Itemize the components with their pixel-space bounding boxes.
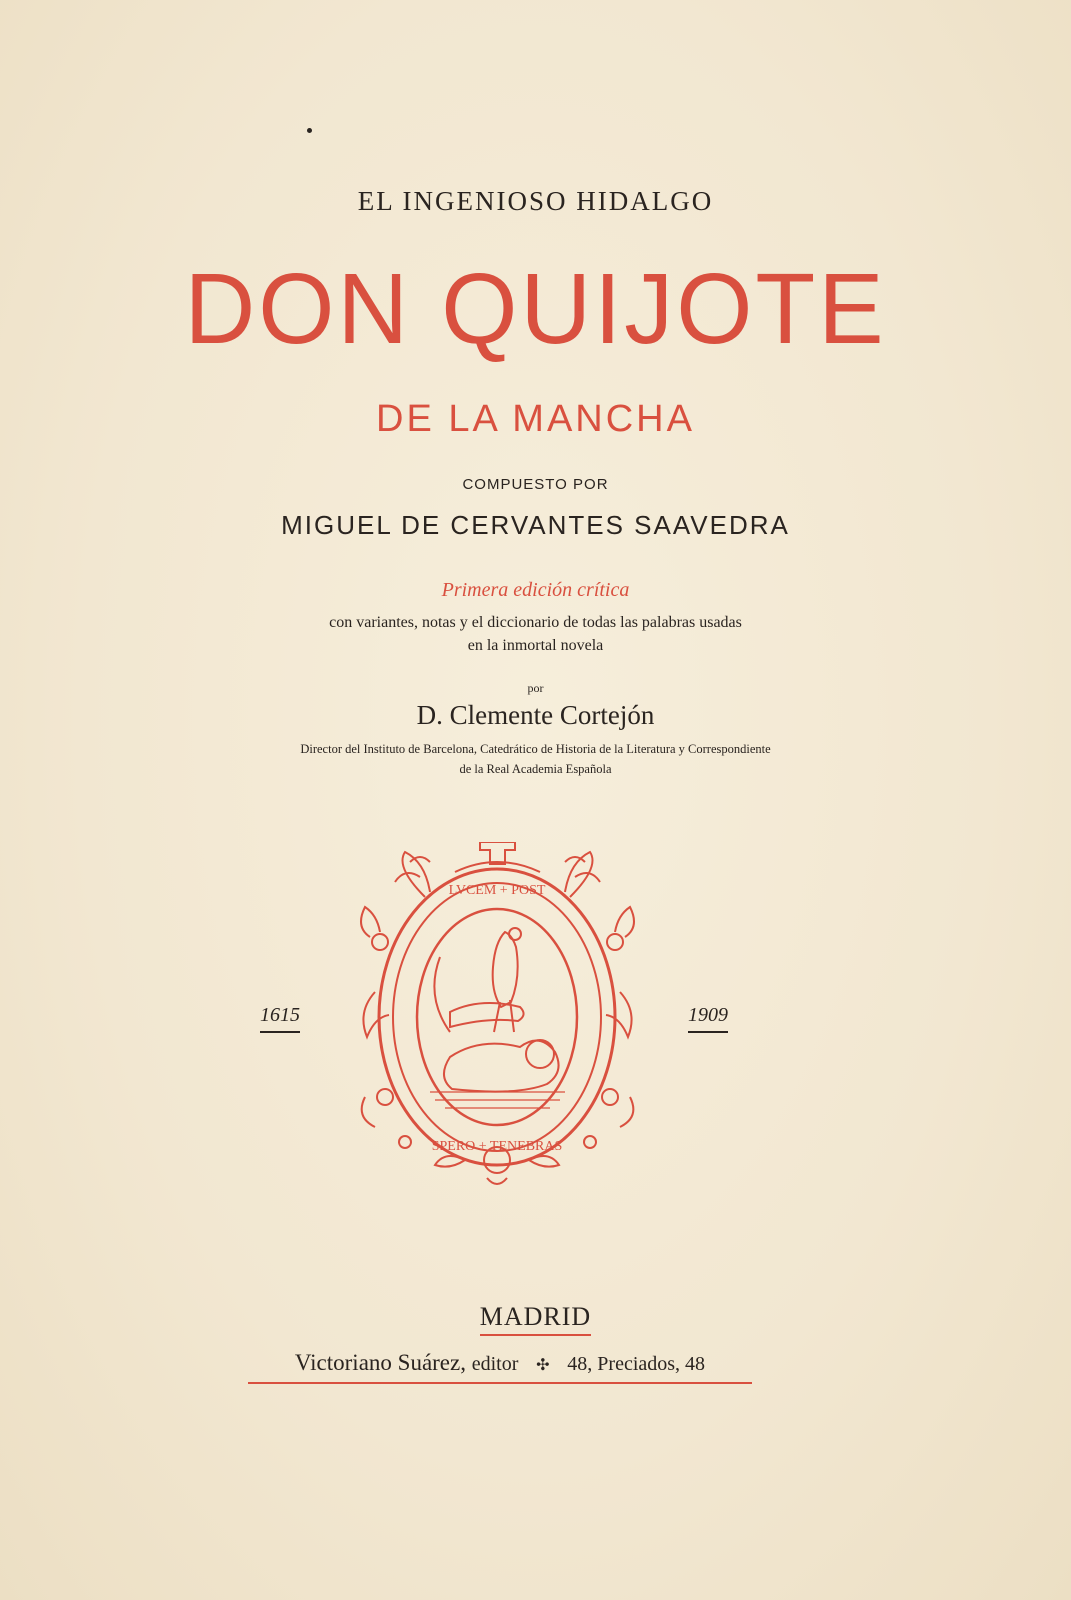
- publisher-address: 48, Preciados, 48: [567, 1353, 706, 1375]
- editor-role-2: de la Real Academia Española: [459, 762, 612, 776]
- editor-name: D. Clemente Cortejón: [416, 700, 655, 730]
- main-title: DON QUIJOTE: [184, 253, 887, 365]
- title-line-1: EL INGENIOSO HIDALGO: [357, 186, 714, 216]
- subtitle: DE LA MANCHA: [376, 398, 695, 440]
- edition-description-1: con variantes, notas y el diccionario de todas las palabras usadas: [329, 614, 742, 631]
- fleuron-icon: ✣: [536, 1357, 550, 1374]
- publisher-role: editor: [471, 1353, 519, 1375]
- editor-role-1: Director del Instituto de Barcelona, Catedrático de Historia de la Literatura y Correspondiente: [300, 742, 771, 756]
- city-block: [0, 1302, 1071, 1336]
- author-name: MIGUEL DE CERVANTES SAAVEDRA: [281, 510, 790, 540]
- by-label: por: [527, 681, 544, 695]
- ink-speck: [307, 128, 312, 133]
- edition-title: Primera edición crítica: [441, 579, 630, 601]
- emblem-motto-top: LVCEM + POST: [448, 883, 546, 898]
- publisher-line: [248, 1350, 752, 1384]
- year-left: 1615: [260, 1004, 300, 1033]
- publisher-name: Victoriano Suárez,: [294, 1350, 466, 1375]
- composed-by: COMPUESTO POR: [462, 476, 609, 493]
- city: MADRID: [480, 1302, 591, 1336]
- printers-mark-emblem: [355, 842, 640, 1202]
- year-right: 1909: [688, 1004, 728, 1033]
- edition-description-2: en la inmortal novela: [467, 637, 604, 654]
- emblem-motto-bottom: SPERO + TENEBRAS: [431, 1139, 563, 1154]
